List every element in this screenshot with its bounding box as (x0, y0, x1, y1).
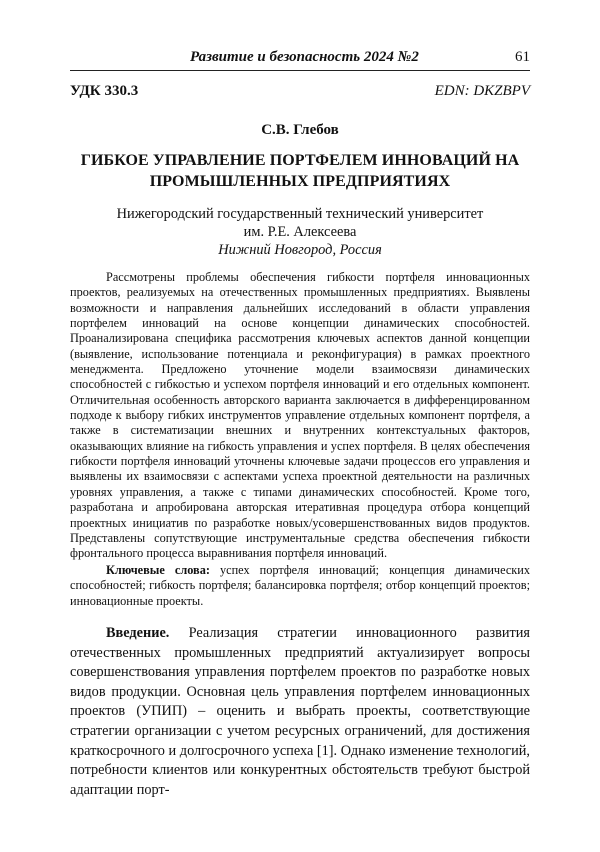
journal-title: Развитие и безопасность 2024 №2 (190, 49, 419, 65)
affiliation-institution: Нижегородский государственный технический университет (116, 206, 484, 222)
article-meta (70, 83, 530, 103)
keywords (70, 563, 530, 609)
introduction-paragraph (70, 624, 530, 800)
introduction-text: Реализация стратегии инновационного развития отечественных промышленных предприятий актуализирует вопросы совершенствования управления портфелем проектов по разработке новых видов продукции. Основная цель управления портфелем инновационных проектов (УПИП) – оценить и выбрать проекты, соответствующие стратегии организации с учетом ресурсных ограничений, для достижения краткосрочного и долгосрочного успеха [1]. Однако изменение технологий, потребности клиентов или конкурентных обстоятельств требуют быстрой адаптации порт- (70, 625, 530, 798)
affiliation-institution-name: им. Р.Е. Алексеева (243, 224, 357, 240)
running-header (70, 48, 530, 68)
author-name: С.В. Глебов (261, 122, 339, 138)
introduction-label: Введение. (106, 625, 170, 641)
abstract: Рассмотрены проблемы обеспечения гибкости портфеля инновационных проектов, реализуемых на отечественных промышленных предприятиях. Выявлены возможности и направления дальнейших исследований в области управления портфелем инноваций на основе концепции динамических способностей. Проанализирована специфика рассмотрения ключевых аспектов данной концепции (выявление, использование потенциала и реконфигурация) в рамках проектного менеджмента. Предложено уточнение модели взаимосвязи динамических способностей с гибкостью и успехом портфеля инноваций и его отдельных компонент. Отличительная особенность авторского варианта заключается в дифференцированном подходе к выбору гибких инструментов управление отдельных компонент портфеля, а также в систематизации внешних и внутренних контекстуальных факторов, оказывающих влияние на гибкость управления и успех портфеля. В целях обеспечения гибкости портфеля инноваций уточнены ключевые задачи процессов его управления и выявлены их взаимосвязи с аспектами успеха проектной деятельности на различных уровнях управления, а также с типами динамических способностей. Кроме того, разработана и апробирована авторская итеративная процедура отбора концепций проектных инициатив по разработке новых/усовершенствованных видов продуктов. Представлены сопутствующие инструментальные средства обеспечения гибкости фронтального процесса выравнивания портфеля инноваций. (70, 270, 530, 561)
page-number: 61 (515, 49, 530, 65)
affiliation (70, 205, 530, 259)
udc-code: УДК 330.3 (70, 83, 139, 99)
article-title: ГИБКОЕ УПРАВЛЕНИЕ ПОРТФЕЛЕМ ИННОВАЦИЙ НА ПРОМЫШЛЕННЫХ ПРЕДПРИЯТИЯХ (80, 152, 520, 190)
keywords-text: успех портфеля инноваций; концепция динамических способностей; гибкость портфеля; балансировка портфеля; отбор концепций проектов; инновационные проекты. (70, 563, 531, 608)
affiliation-city: Нижний Новгород, Россия (218, 242, 382, 258)
edn-code: EDN: DKZBPV (434, 83, 530, 99)
keywords-label: Ключевые слова: (106, 563, 210, 577)
header-rule (70, 70, 530, 71)
